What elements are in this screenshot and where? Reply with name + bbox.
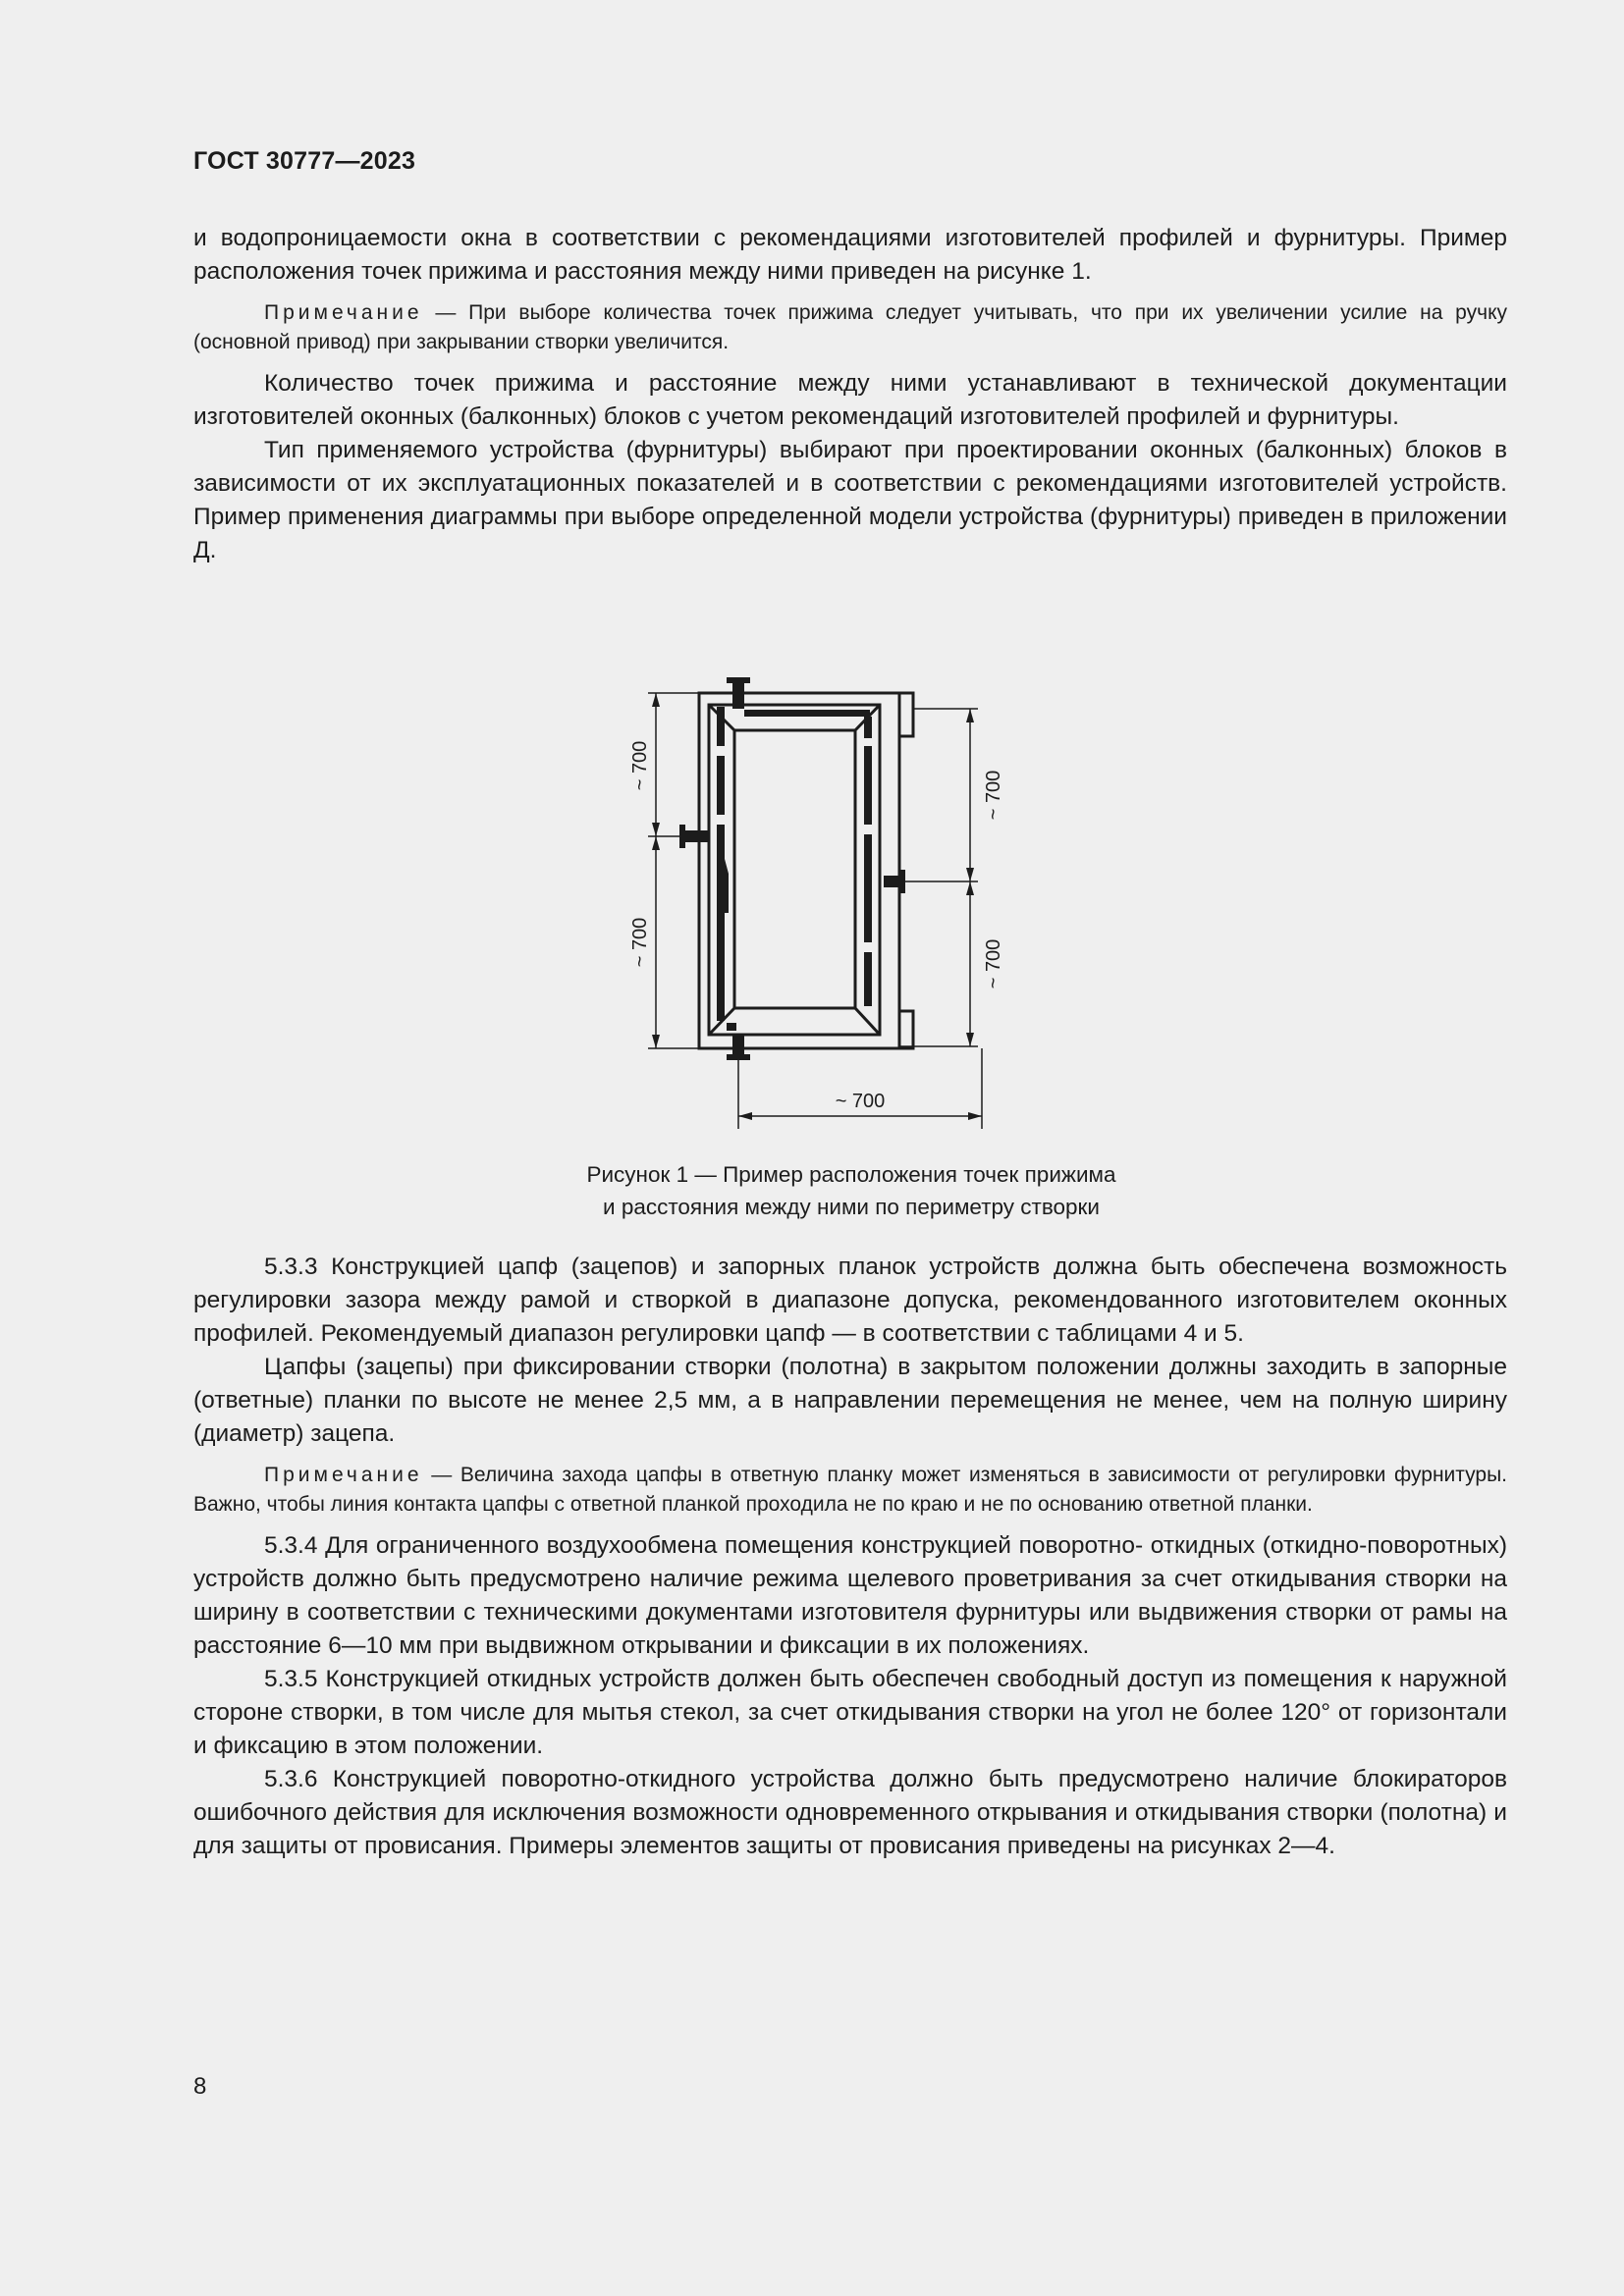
figure-caption bbox=[390, 1158, 1313, 1223]
glass-outline bbox=[734, 730, 855, 1008]
note-2 bbox=[193, 1461, 1507, 1520]
figure-1-diagram bbox=[589, 677, 1100, 1139]
paragraph-5-3-6: 5.3.6 Конструкцией поворотно-откидного устройства должно быть предусмотрено наличие блокираторов ошибочного действия для исключения возможности одновременного открывания и откидывания створки (полотна) и для защиты от провисания. Примеры элементов защиты от провисания приведены на рисунках 2—4. bbox=[193, 1766, 1507, 1859]
paragraph-clamp-points: Количество точек прижима и расстояние между ними устанавливают в технической документации изготовителей оконных (балконных) блоков с учетом рекомендаций изготовителей профилей и фурнитуры. bbox=[193, 370, 1507, 430]
paragraph-5-3-4: 5.3.4 Для ограниченного воздухообмена помещения конструкцией поворотно- откидных (откидно-поворотных) устройств должно быть предусмотрено наличие режима щелевого проветривания за счет откидывания створки на ширину в соответствии с техническими документами изготовителя фурнитуры или выдвижения створки от рамы на расстояние 6—10 мм при выдвижном открывании и фиксации в их положениях. bbox=[193, 1532, 1507, 1659]
paragraph-5-3-3-cont: Цапфы (зацепы) при фиксировании створки (полотна) в закрытом положении должны заходить в запорные (ответные) планки по высоте не менее 2,5 мм, а в направлении перемещения не менее, чем на полную ширину (диаметр) зацепа. bbox=[193, 1354, 1507, 1447]
dim-label-left-bottom: ~ 700 bbox=[629, 917, 651, 968]
note-1 bbox=[193, 298, 1507, 357]
dim-label-left-top: ~ 700 bbox=[629, 740, 651, 791]
document-header: ГОСТ 30777—2023 bbox=[193, 147, 416, 175]
dim-label-bottom: ~ 700 bbox=[835, 1091, 886, 1112]
note-text: — Величина захода цапфы в ответную планку может изменяться в зависимости от регулировки фурнитуры. Важно, чтобы линия контакта цапфы с ответной планкой проходила не по краю и не по основанию ответной планки. bbox=[193, 1464, 1507, 1516]
caption-line-1: Рисунок 1 — Пример расположения точек прижима bbox=[586, 1162, 1116, 1187]
page-number: 8 bbox=[193, 2073, 207, 2100]
paragraph-5-3-5: 5.3.5 Конструкцией откидных устройств должен быть обеспечен свободный доступ из помещения к наружной стороне створки, в том числе для мытья стекол, за счет откидывания створки на угол не более 120° от горизонтали и фиксацию в этом положении. bbox=[193, 1666, 1507, 1759]
paragraph-continuation: и водопроницаемости окна в соответствии с рекомендациями изготовителей профилей и фурнитуры. Пример расположения точек прижима и расстояния между ними приведен на рисунке 1. bbox=[193, 225, 1507, 285]
window-sash-drawing bbox=[589, 677, 1100, 1139]
note-label: Примечание bbox=[264, 1464, 423, 1486]
caption-line-2: и расстояния между ними по периметру створки bbox=[603, 1195, 1100, 1219]
dim-label-right-top: ~ 700 bbox=[983, 770, 1004, 821]
paragraph-5-3-3: 5.3.3 Конструкцией цапф (зацепов) и запорных планок устройств должна быть обеспечена возможность регулировки зазора между рамой и створкой в диапазоне допуска, рекомендованного изготовителем оконных профилей. Рекомендуемый диапазон регулировки цапф — в соответствии с таблицами 4 и 5. bbox=[193, 1254, 1507, 1347]
note-label: Примечание bbox=[264, 301, 423, 324]
dim-label-right-bottom: ~ 700 bbox=[983, 938, 1004, 989]
paragraph-hardware-type: Тип применяемого устройства (фурнитуры) выбирают при проектировании оконных (балконных) блоков в зависимости от их эксплуатационных показателей и в соответствии с рекомендациями изготовителей устройств. Пример применения диаграммы при выборе определенной модели устройства (фурнитуры) приведен в приложении Д. bbox=[193, 437, 1507, 563]
note-text: — При выборе количества точек прижима следует учитывать, что при их увеличении усилие на ручку (основной привод) при закрывании створки увеличится. bbox=[193, 301, 1507, 353]
text-block-lower bbox=[193, 1251, 1507, 1863]
text-block-upper bbox=[193, 222, 1507, 567]
